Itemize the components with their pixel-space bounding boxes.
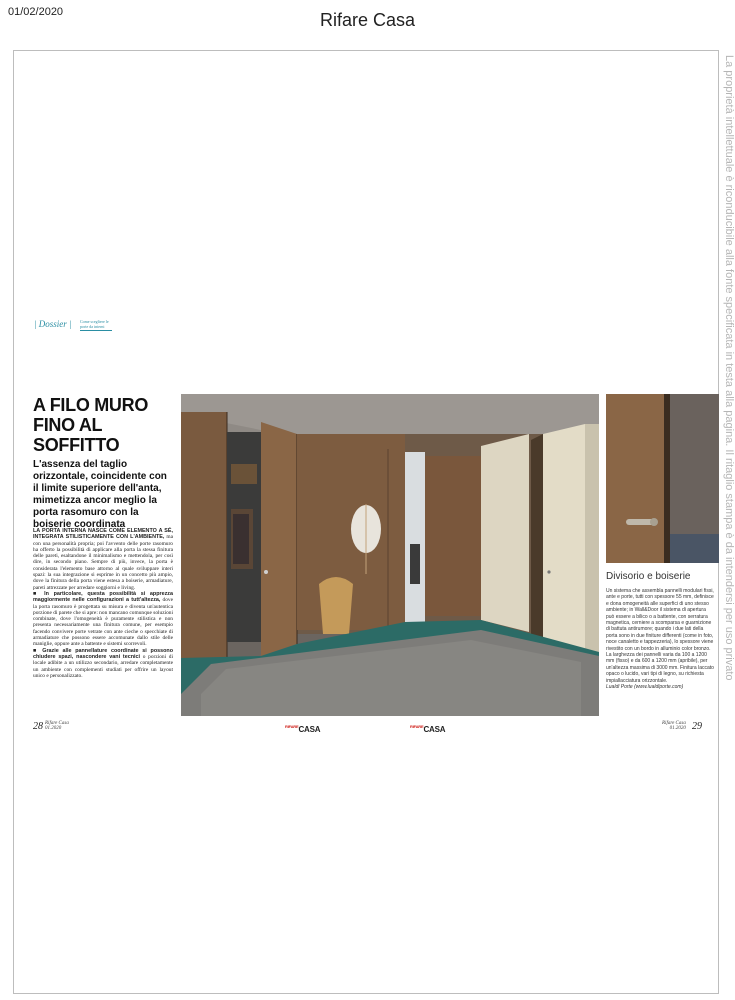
- body-paragraph-3: [33, 648, 173, 679]
- body-p1-lead: LA PORTA INTERNA NASCE COME ELEMENTO A SÉ, INTEGRATA STILISTICAMENTE CON L'AMBIENTE,: [33, 528, 173, 541]
- body-paragraph-2: [33, 591, 173, 648]
- copyright-notice: La proprietà intellettuale è riconducibile alla fonte specificata in testa alla pagina. Il ritaglio stampa è da intendersi per uso privato: [723, 55, 735, 681]
- folio-right-mag: Rifare Casa: [662, 721, 686, 726]
- logo-mark-right: RIFARE: [410, 724, 424, 729]
- sidebar-credit: Lualdi Porte (www.lualdiporte.com): [606, 684, 684, 691]
- article-body: [33, 528, 173, 679]
- sidebar-title: Divisorio e boiserie: [606, 571, 691, 582]
- article-headline: A FILO MURO FINO AL SOFFITTO: [33, 395, 149, 455]
- body-p2-text: dove la porta rasomuro è progettata su misura e diventa un'autentica porzione di parete che si apre: non mancano comunque soluzioni combinate, dove l'omogeneità è puramente stilistica e non presenta necessariamente una finitura comune, per esempio facendo convivere porte vetrate con ante cieche o specchiate di armadiature che possono essere accomunate dallo stile delle maniglie, oppure ante a battente e sistemi scorrevoli.: [33, 597, 174, 648]
- body-p3-lead: ■ Grazie alle pannellature coordinate si possono chiudere spazi, nascondere vani tecnici: [33, 647, 173, 660]
- clip-date: 01/02/2020: [8, 6, 64, 18]
- article-lead: L'assenza del taglio orizzontale, coincidente con il limite superiore dell'anta, mimetizza ancor meglio la porta rasomuro con la boiserie coordinata: [33, 459, 167, 530]
- section-subtitle: Come scegliere le porte da interni: [80, 319, 112, 331]
- folio-right-issue: 01.2020: [669, 726, 686, 731]
- interior-corridor-photo: [181, 394, 599, 716]
- body-p2-lead: ■ In particolare, questa possibilità si apprezza maggiormente nelle configurazioni a tutt'altezza,: [33, 590, 173, 604]
- page-number-left: 28: [33, 721, 43, 732]
- publication-title: Rifare Casa: [319, 10, 416, 30]
- folio-left-issue: 01.2020: [45, 726, 62, 731]
- body-paragraph-1: [33, 528, 173, 591]
- sidebar-text: [606, 588, 714, 691]
- magazine-logo-left: [285, 725, 320, 734]
- logo-text-right: CASA: [423, 725, 446, 734]
- magazine-logo-right: [410, 725, 445, 734]
- sidebar-description: Un sistema che assembla pannelli modulari fissi, ante e porte, tutti con spessore 55 mm, definisce e dona omogeneità alle superfici di uno stesso ambiente; in Wall&Door il sistema di apertura può essere a bilico o a battente, con serratura magnetica, cerniere a scomparsa e guarnizione di battuta antirumore; quando i due lati della porta sono in due finiture differenti (come in foto, noce canaletto e tappezzeria), lo spessore viene rivestito con un bordo in alluminio color bronzo. La larghezza dei pannelli varia da 100 a 1200 mm (fisso) e da 600 a 1200 mm (apribile), per un'altezza massima di 3000 mm. Finitura laccato opaco o lucido, vari tipi di legno, su richiesta impiallacciatura orizzontale.: [606, 588, 714, 684]
- folio-right-info: [662, 721, 686, 731]
- door-handle-detail-photo: [606, 394, 719, 563]
- folio-left-info: [45, 721, 69, 731]
- logo-text-left: CASA: [298, 725, 321, 734]
- section-tag: | Dossier |: [34, 319, 72, 329]
- body-p1-text: ma con una personalità propria; poi l'avvento delle porte rasomuro ha offerto la possibilità di applicare alla porta la stessa finitura delle pareti, esaltandone il minimalismo e mettendola, per così dire, in secondo piano. Sempre di più, invece, la porta è considerata l'elemento base attorno al quale sviluppare interi spazi: la sua integrazione si esprime in un concetto più ampio, dove la finitura della porta viene estesa a boiserie, armadiature, pareti attrezzate per arredare soggiorni e living.: [33, 534, 173, 591]
- page-number-right: 29: [692, 721, 702, 732]
- logo-mark-left: RIFARE: [285, 724, 299, 729]
- folio-left-mag: Rifare Casa: [45, 721, 69, 726]
- body-p3-text: o porzioni di locale adibite a un utilizzo secondario, arredare completamente un ambiente con complementi studiati per offrire un layout unico e personalizzato.: [33, 653, 173, 679]
